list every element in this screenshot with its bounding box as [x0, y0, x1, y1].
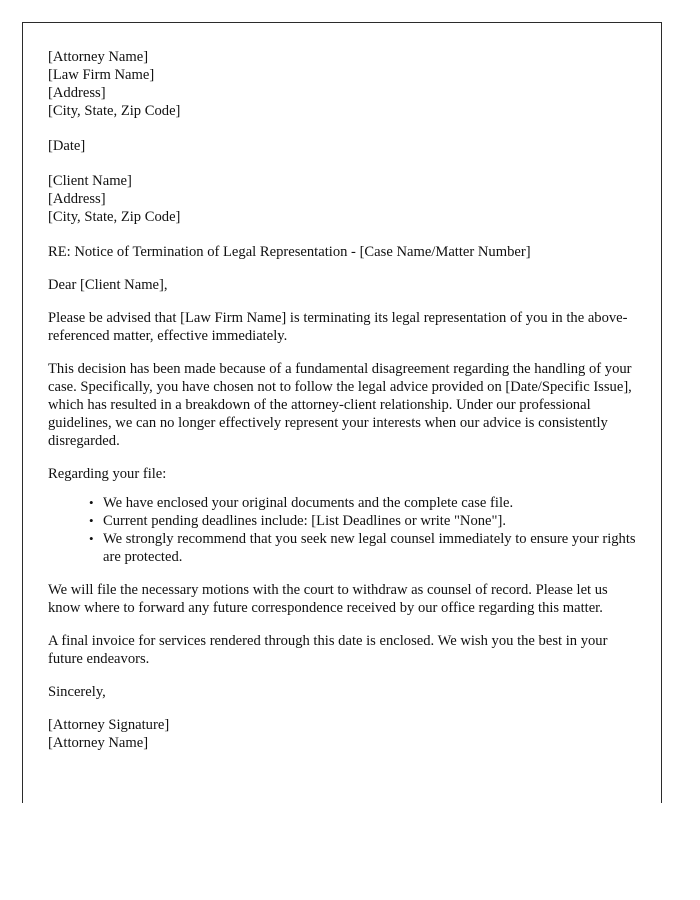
- list-item: • We have enclosed your original documents and the complete case file.: [89, 494, 636, 512]
- recipient-street-address: [Address]: [48, 191, 106, 207]
- list-lead-in: Regarding your file:: [48, 466, 167, 482]
- attorney-name: [Attorney Name]: [48, 735, 149, 751]
- valediction: Sincerely,: [48, 684, 106, 700]
- sender-street-address: [Address]: [48, 85, 106, 101]
- list-item: • Current pending deadlines include: [List Deadlines or write "None"].: [89, 512, 636, 530]
- letter-page: [22, 22, 662, 803]
- letter-date: [Date]: [48, 138, 86, 154]
- closing-paragraph-1: We will file the necessary motions with the court to withdraw as counsel of record. Please let us know where to forward any future correspondence received by our office regarding this matter.: [48, 582, 608, 616]
- sender-attorney-name: [Attorney Name]: [48, 49, 149, 65]
- closing-paragraph-2: A final invoice for services rendered through this date is enclosed. We wish you the best in your future endeavors.: [48, 633, 608, 667]
- recipient-address-block: [48, 172, 636, 226]
- sender-address-block: [48, 48, 636, 120]
- subject-line: RE: Notice of Termination of Legal Representation - [Case Name/Matter Number]: [48, 244, 531, 260]
- date-block: [48, 137, 636, 155]
- file-list: [48, 494, 636, 566]
- signature-block: [48, 716, 636, 752]
- sender-firm-name: [Law Firm Name]: [48, 67, 155, 83]
- attorney-signature-placeholder: [Attorney Signature]: [48, 717, 170, 733]
- letter-body: [48, 48, 636, 752]
- sender-city-state-zip: [City, State, Zip Code]: [48, 103, 181, 119]
- body-paragraph-1: Please be advised that [Law Firm Name] is terminating its legal representation of you in the above-referenced matter, effective immediately.: [48, 310, 628, 344]
- recipient-city-state-zip: [City, State, Zip Code]: [48, 209, 181, 225]
- recipient-client-name: [Client Name]: [48, 173, 132, 189]
- list-item: • We strongly recommend that you seek new legal counsel immediately to ensure your rights are protected.: [89, 530, 636, 566]
- salutation: Dear [Client Name],: [48, 277, 168, 293]
- body-paragraph-2: This decision has been made because of a fundamental disagreement regarding the handling of your case. Specifically, you have chosen not to follow the legal advice provided on [Date/Specific Issue], which has resulted in a breakdown of the attorney-client relationship. Under our professional guidelines, we can no longer effectively represent your interests when our advice is consistently disregarded.: [48, 361, 632, 449]
